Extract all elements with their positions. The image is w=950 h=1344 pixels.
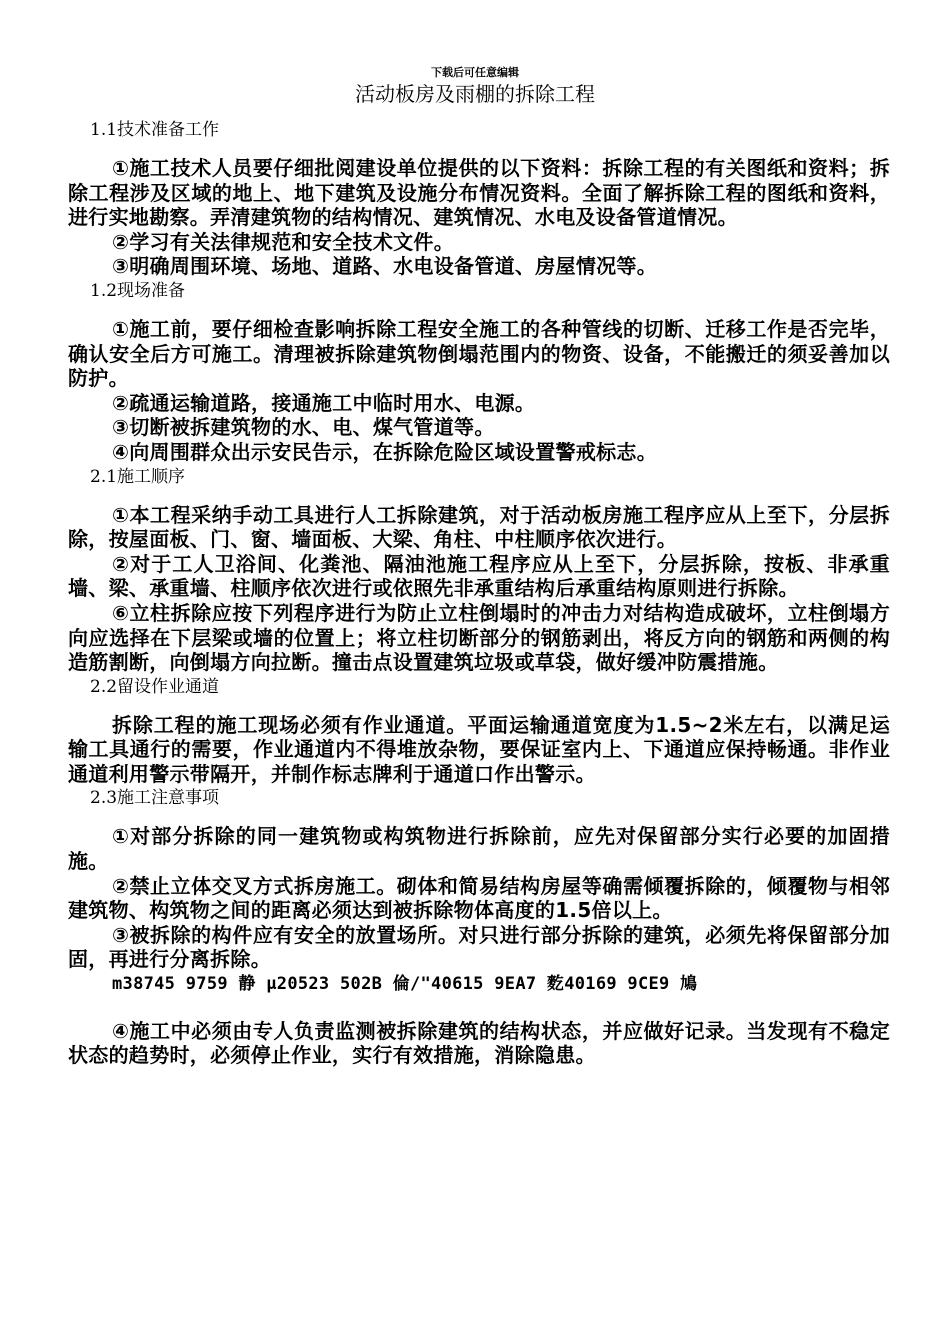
paragraph: ⑥立柱拆除应按下列程序进行为防止立柱倒塌时的冲击力对结构造成破坏，立柱倒塌方向应选择在下层梁或墙的位置上；将立柱切断部分的钢筋剥出，将反方向的钢筋和两侧的构造筋割断，向倒塌方向拉断。撞击点设置建筑垃圾或草袋，做好缓冲防震措施。 [68,600,890,675]
document-body [68,118,890,1068]
paragraph: ①本工程采纳手动工具进行人工拆除建筑，对于活动板房施工程序应从上至下，分层拆除，按屋面板、门、窗、墙面板、大梁、角柱、中柱顺序依次进行。 [68,502,890,552]
section-heading-1-1: 1.1技术准备工作 [90,120,220,140]
paragraph: ②疏通运输道路，接通施工中临时用水、电源。 [112,390,536,415]
paragraph: ①施工技术人员要仔细批阅建设单位提供的以下资料：拆除工程的有关图纸和资料；拆除工程涉及区域的地上、地下建筑及设施分布情况资料。全面了解拆除工程的图纸和资料，进行实地勘察。弄清建筑物的结构情况、建筑情况、水电及设备管道情况。 [68,156,890,230]
paragraph: ②禁止立体交叉方式拆房施工。砌体和简易结构房屋等确需倾覆拆除的，倾覆物与相邻建筑物、构筑物之间的距离必须达到被拆除物体高度的1.5倍以上。 [68,873,890,923]
paragraph: ③被拆除的构件应有安全的放置场所。对只进行部分拆除的建筑，必须先将保留部分加固，再进行分离拆除。 [68,922,890,972]
section-heading-2-2: 2.2留设作业通道 [90,676,220,697]
paragraph: ④向周围群众出示安民告示，在拆除危险区域设置警戒标志。 [112,439,658,464]
paragraph: ②对于工人卫浴间、化粪池、隔油池施工程序应从上至下，分层拆除，按板、非承重墙、梁、承重墙、柱顺序依次进行或依照先非承重结构后承重结构原则进行拆除。 [68,551,890,601]
paragraph: ①施工前，要仔细检查影响拆除工程安全施工的各种管线的切断、迁移工作是否完毕，确认安全后方可施工。清理被拆除建筑物倒塌范围内的物资、设备，不能搬迁的须妥善加以防护。 [68,316,890,391]
document-title: 活动板房及雨棚的拆除工程 [355,82,595,106]
paragraph: ④施工中必须由专人负责监测被拆除建筑的结构状态，并应做好记录。当发现有不稳定状态的趋势时，必须停止作业，实行有效措施，消除隐患。 [68,1018,890,1068]
paragraph: 拆除工程的施工现场必须有作业通道。平面运输通道宽度为1.5~2米左右，以满足运输工具通行的需要，作业通道内不得堆放杂物，要保证室内上、下通道应保持畅通。非作业通道利用警示带隔开，并制作标志牌利于通道口作出警示。 [68,712,890,786]
section-heading-2-1: 2.1施工顺序 [90,466,186,487]
garbled-code-line: m38745 9759 静 µ20523 502B 倫/"40615 9EA7 麧40169 9CE9 鳩 [112,974,698,995]
paragraph: ③明确周围环境、场地、道路、水电设备管道、房屋情况等。 [112,254,658,279]
paragraph: ①对部分拆除的同一建筑物或构筑物进行拆除前，应先对保留部分实行必要的加固措施。 [68,824,890,874]
paragraph: ③切断被拆建筑物的水、电、煤气管道等。 [112,415,495,440]
header-note: 下载后可任意编辑 [431,66,519,79]
blank-line [68,997,890,1019]
paragraph: ②学习有关法律规范和安全技术文件。 [112,229,455,254]
section-heading-1-2: 1.2现场准备 [90,280,186,301]
section-heading-2-3: 2.3施工注意事项 [90,788,220,809]
